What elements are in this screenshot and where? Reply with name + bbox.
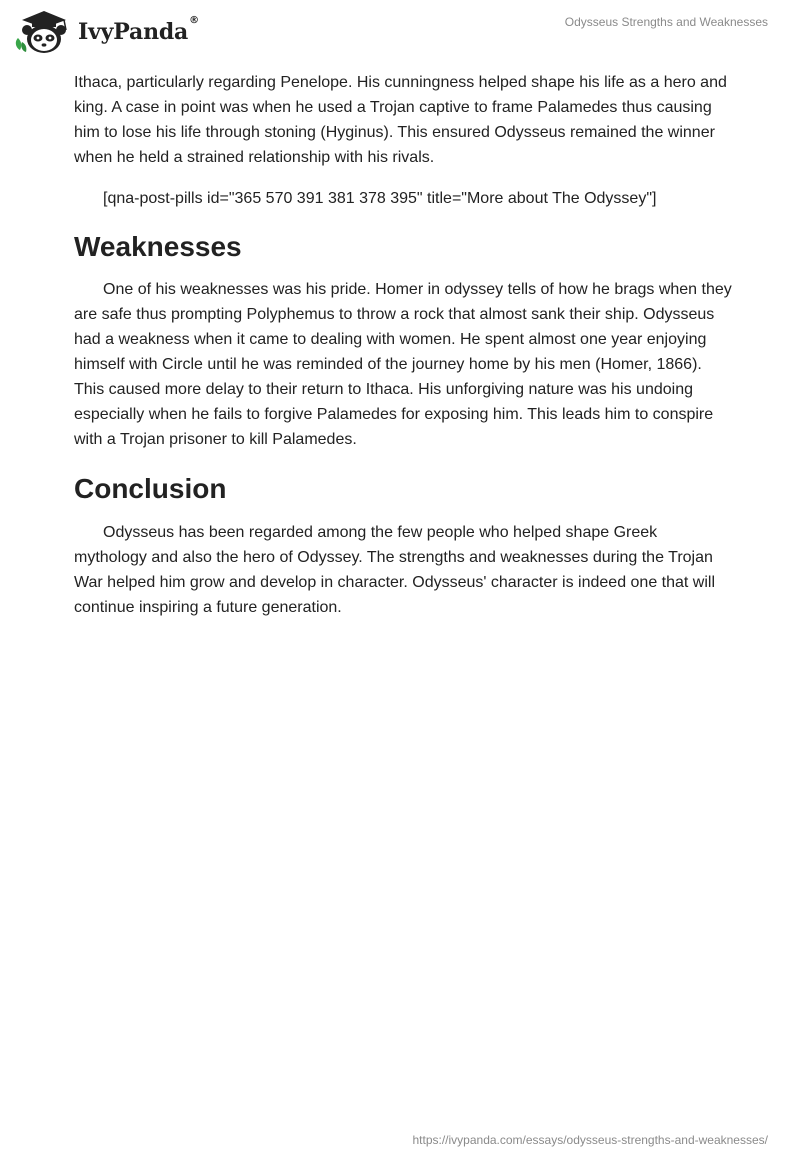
weaknesses-paragraph: One of his weaknesses was his pride. Homer in odyssey tells of how he brags when they are safe thus prompting Polyphemus to throw a rock that almost sank their ship. Odysseus had a weakness when it came to dealing with women. He spent almost one year enjoying himself with Circle until he was reminded of the journey home by his men (Homer, 1866). This caused more delay to their return to Ithaca. His unforgiving nature was his undoing especially when he fails to forgive Palamedes for exposing him. This leads him to conspire with a Trojan prisoner to kill Palamedes. bbox=[74, 281, 732, 448]
section-heading-weaknesses: Weaknesses bbox=[74, 231, 242, 262]
ivypanda-logo[interactable] bbox=[14, 8, 199, 54]
qna-shortcode: [qna-post-pills id="365 570 391 381 378 395" title="More about The Odyssey"] bbox=[103, 190, 657, 207]
page-header bbox=[0, 0, 800, 64]
brand-name: IvyPanda® bbox=[78, 15, 199, 45]
section-heading-conclusion: Conclusion bbox=[74, 473, 227, 504]
panda-graduate-icon bbox=[14, 8, 76, 54]
source-url-link[interactable]: https://ivypanda.com/essays/odysseus-strengths-and-weaknesses/ bbox=[412, 1133, 768, 1147]
document-title: Odysseus Strengths and Weaknesses bbox=[564, 15, 768, 29]
intro-paragraph: Ithaca, particularly regarding Penelope. His cunningness helped shape his life as a hero and king. A case in point was when he used a Trojan captive to frame Palamedes thus causing him to lose his life through stoning (Hyginus). This ensured Odysseus remained the winner when he held a strained relationship with his rivals. bbox=[74, 74, 727, 166]
conclusion-paragraph: Odysseus has been regarded among the few people who helped shape Greek mythology and also the hero of Odyssey. The strengths and weaknesses during the Trojan War helped him grow and develop in character. Odysseus' character is indeed one that will continue inspiring a future generation. bbox=[74, 524, 716, 616]
essay-content bbox=[74, 70, 734, 620]
